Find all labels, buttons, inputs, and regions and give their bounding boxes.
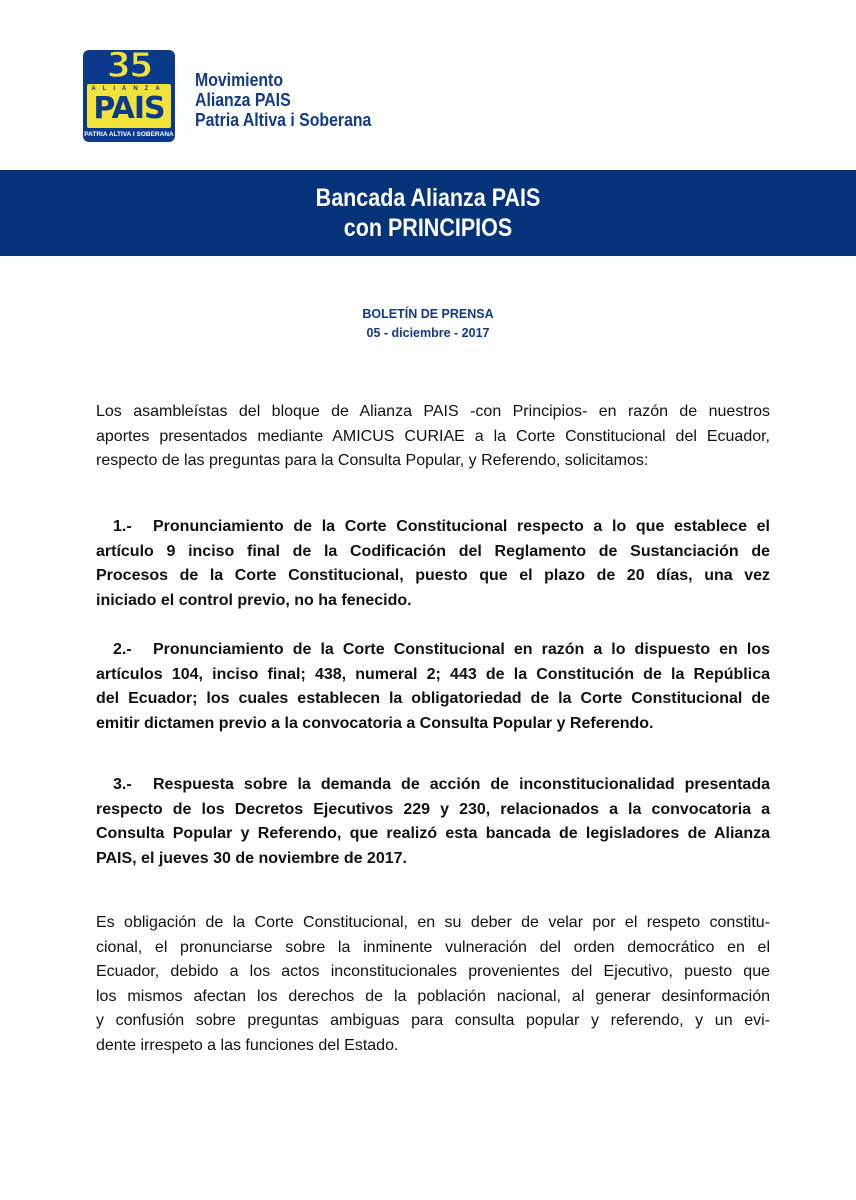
bulletin-label: BOLETÍN DE PRENSA [362,307,494,321]
text-line: respecto de las preguntas para la Consulta Popular, y Referendo, solicitamos: [96,452,649,469]
text-line: Ecuador, debido a los actos inconstitucionales provenientes del Ejecutivo, puesto que [96,963,770,980]
logo-number: 35 [106,50,152,86]
text-line [96,638,770,663]
organization-line: Alianza PAIS [195,90,291,110]
item-first-line-text: Pronunciamiento de la Corte Constitucional respecto a lo que establece el [153,518,770,535]
text-line: Es obligación de la Corte Constitucional, en su deber de velar por el respeto constitu- [96,914,770,931]
text-line: y confusión sobre preguntas ambiguas para consulta popular y referendo, y un evi- [96,1012,770,1029]
request-item-3 [96,773,770,871]
text-line: iniciado el control previo, no ha fenecido. [96,591,412,609]
closing-paragraph [96,911,770,1058]
alianza-pais-logo [83,50,175,142]
text-line: artículo 9 inciso final de la Codificación del Reglamento de Sustanciación de [96,542,770,560]
banner-title-line: con PRINCIPIOS [343,214,513,242]
text-line: emitir dictamen previo a la convocatoria a Consulta Popular y Referendo. [96,714,654,732]
item-first-line-text: Pronunciamiento de la Corte Constitucional en razón a lo dispuesto en los [153,641,770,658]
item-first-line-text: Respuesta sobre la demanda de acción de inconstitucionalidad presentada [153,776,770,793]
banner-title-line: Bancada Alianza PAIS [315,184,541,212]
text-line: dente irrespeto a las funciones del Estado. [96,1036,399,1054]
text-line: Procesos de la Corte Constitucional, puesto que el plazo de 20 días, una vez [96,567,770,584]
request-item-1 [96,515,770,613]
logo-tagline: PATRIA ALTIVA I SOBERANA [84,131,174,138]
title-banner [0,170,856,256]
header [83,50,483,144]
request-item-2 [96,638,770,736]
bulletin-date: 05 - diciembre - 2017 [366,326,490,340]
text-line: cional, el pronunciarse sobre la inminente vulneración del orden democrático en el [96,938,770,956]
text-line: Consulta Popular y Referendo, que realizó esta bancada de legisladores de Alianza [96,825,770,842]
text-line: PAIS, el jueves 30 de noviembre de 2017. [96,849,407,867]
organization-line: Patria Altiva i Soberana [195,110,372,130]
text-line: del Ecuador; los cuales establecen la obligatoriedad de la Corte Constitucional de [96,690,770,707]
intro-paragraph [96,400,770,474]
item-number: 3.- [113,776,132,793]
item-number: 2.- [113,641,132,658]
bulletin-heading [0,305,856,343]
organization-line: Movimiento [195,70,284,90]
logo-alianza-text: ALIANZA [91,86,167,92]
text-line: respecto de los Decretos Ejecutivos 229 y 230, relacionados a la convocatoria a [96,800,770,818]
text-line [96,773,770,798]
text-line: los mismos afectan los derechos de la población nacional, al generar desinformación [96,987,770,1005]
text-line: Los asambleístas del bloque de Alianza PAIS -con Principios- en razón de nuestros [96,403,770,420]
logo-pais-text: PAIS [93,91,165,126]
text-line: aportes presentados mediante AMICUS CURIAE a la Corte Constitucional del Ecuador, [96,427,770,445]
organization-name [195,70,395,130]
item-number: 1.- [113,518,132,535]
text-line: artículos 104, inciso final; 438, numeral 2; 443 de la Constitución de la República [96,665,770,683]
text-line [96,515,770,540]
